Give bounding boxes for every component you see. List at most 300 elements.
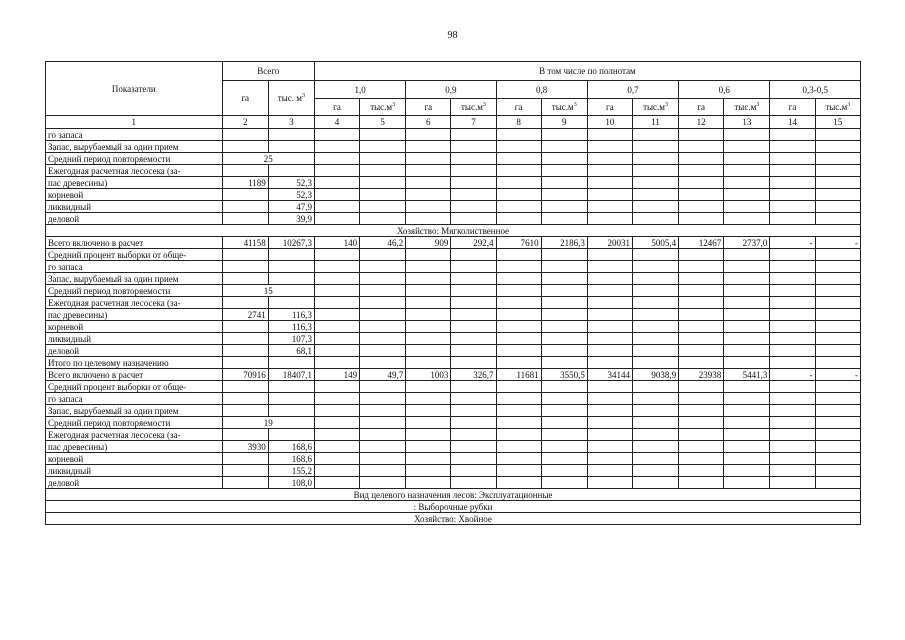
table-cell (222, 213, 268, 225)
table-cell (541, 345, 587, 357)
table-cell (632, 393, 678, 405)
table-cell (815, 441, 860, 453)
table-cell (724, 129, 770, 141)
table-cell (496, 441, 541, 453)
table-cell (632, 177, 678, 189)
table-cell (632, 345, 678, 357)
table-cell (314, 129, 359, 141)
table-cell (815, 381, 860, 393)
table-cell (222, 333, 268, 345)
table-cell (360, 453, 406, 465)
table-cell: 3930 (222, 441, 268, 453)
table-cell (451, 417, 496, 429)
row-label: Ежегодная расчетная лесосека (за- (46, 429, 223, 441)
table-cell (496, 477, 541, 489)
table-cell: 68,1 (268, 345, 314, 357)
table-cell (770, 297, 815, 309)
table-cell (496, 297, 541, 309)
table-cell (222, 381, 268, 393)
table-cell (770, 141, 815, 153)
table-cell (587, 201, 632, 213)
table-cell (587, 261, 632, 273)
unit-ha-header: га (496, 99, 541, 116)
table-cell (632, 333, 678, 345)
table-cell (815, 453, 860, 465)
table-cell (541, 177, 587, 189)
table-row (46, 153, 861, 165)
table-cell (406, 441, 451, 453)
table-cell (222, 189, 268, 201)
table-cell (724, 357, 770, 369)
section-row (46, 513, 861, 525)
table-row (46, 249, 861, 261)
table-cell (451, 141, 496, 153)
header-density-3: 0,8 (496, 81, 587, 99)
table-cell (815, 417, 860, 429)
table-cell (314, 297, 359, 309)
table-cell (268, 249, 314, 261)
unit-ha-header: га (770, 99, 815, 116)
table-cell: 18407,1 (268, 369, 314, 381)
table-cell (587, 357, 632, 369)
table-cell (222, 477, 268, 489)
table-cell (360, 165, 406, 177)
table-cell (587, 297, 632, 309)
table-row (46, 417, 861, 429)
table-cell (724, 465, 770, 477)
row-label: го запаса (46, 129, 223, 141)
table-cell (632, 381, 678, 393)
table-cell (770, 465, 815, 477)
table-row (46, 285, 861, 297)
table-cell (314, 141, 359, 153)
table-cell (222, 129, 268, 141)
column-number: 9 (541, 116, 587, 129)
table-cell (406, 345, 451, 357)
table-cell (541, 477, 587, 489)
table-cell: 909 (406, 237, 451, 249)
table-cell (770, 309, 815, 321)
table-cell (314, 357, 359, 369)
section-row (46, 489, 861, 501)
table-cell (724, 417, 770, 429)
table-cell: 1189 (222, 177, 268, 189)
table-cell (496, 453, 541, 465)
table-cell: 2737,0 (724, 237, 770, 249)
table-cell (679, 201, 724, 213)
table-cell: 116,3 (268, 309, 314, 321)
table-cell (406, 213, 451, 225)
column-number: 14 (770, 116, 815, 129)
table-cell (222, 165, 268, 177)
table-cell (314, 429, 359, 441)
header-total-m3: тыс. $м^3$ (268, 81, 314, 116)
repeat-period-value: 19 (222, 417, 314, 429)
column-number: 11 (632, 116, 678, 129)
table-cell (770, 417, 815, 429)
table-cell (451, 297, 496, 309)
table-cell: 292,4 (451, 237, 496, 249)
table-cell (815, 201, 860, 213)
table-cell (496, 465, 541, 477)
table-cell (451, 189, 496, 201)
table-cell (679, 189, 724, 201)
table-cell (724, 213, 770, 225)
table-cell (587, 249, 632, 261)
table-cell (770, 393, 815, 405)
table-cell: 5441,3 (724, 369, 770, 381)
table-cell (541, 129, 587, 141)
table-cell (451, 345, 496, 357)
table-cell: 155,2 (268, 465, 314, 477)
table-cell: 5005,4 (632, 237, 678, 249)
table-cell (587, 141, 632, 153)
row-label: го запаса (46, 393, 223, 405)
table-cell (541, 201, 587, 213)
table-cell (406, 321, 451, 333)
table-cell: 52,3 (268, 189, 314, 201)
section-row (46, 501, 861, 513)
table-cell (268, 381, 314, 393)
section-title: Хозяйство: Мягколиственное (46, 225, 861, 237)
table-cell (632, 285, 678, 297)
table-cell (541, 453, 587, 465)
table-row (46, 201, 861, 213)
table-cell (451, 465, 496, 477)
table-cell (724, 441, 770, 453)
section-title: Хозяйство: Хвойное (46, 513, 861, 525)
table-cell (451, 249, 496, 261)
repeat-period-value: 15 (222, 285, 314, 297)
table-cell (770, 177, 815, 189)
table-cell (360, 381, 406, 393)
table-cell (314, 393, 359, 405)
table-cell (770, 165, 815, 177)
table-cell (451, 381, 496, 393)
table-row (46, 345, 861, 357)
table-cell (770, 333, 815, 345)
table-cell (451, 261, 496, 273)
table-cell (314, 273, 359, 285)
table-cell (587, 345, 632, 357)
table-cell (360, 417, 406, 429)
unit-m3-header: $тыс.м^3$ (541, 99, 587, 116)
table-cell (451, 405, 496, 417)
table-cell (770, 273, 815, 285)
table-cell (360, 201, 406, 213)
table-cell (770, 249, 815, 261)
table-cell (679, 453, 724, 465)
table-row (46, 465, 861, 477)
table-row (46, 429, 861, 441)
table-cell: 326,7 (451, 369, 496, 381)
table-row (46, 381, 861, 393)
table-cell (451, 309, 496, 321)
table-cell (314, 441, 359, 453)
table-cell (724, 345, 770, 357)
table-row (46, 393, 861, 405)
table-cell (360, 357, 406, 369)
row-label: Запас, вырубаемый за один прием (46, 273, 223, 285)
table-cell (541, 189, 587, 201)
table-cell (360, 285, 406, 297)
row-label: Средний период повторяемости (46, 153, 223, 165)
column-number: 3 (268, 116, 314, 129)
table-cell (724, 165, 770, 177)
table-cell (496, 285, 541, 297)
table-cell (815, 465, 860, 477)
table-cell (815, 333, 860, 345)
table-cell (222, 345, 268, 357)
table-cell (406, 141, 451, 153)
column-number: 8 (496, 116, 541, 129)
table-cell (360, 321, 406, 333)
table-cell (679, 129, 724, 141)
table-cell (724, 285, 770, 297)
table-cell (451, 285, 496, 297)
unit-ha-header: га (679, 99, 724, 116)
table-cell (815, 297, 860, 309)
table-cell (587, 405, 632, 417)
table-cell (632, 297, 678, 309)
table-cell (451, 273, 496, 285)
table-cell: 108,0 (268, 477, 314, 489)
table-cell (406, 417, 451, 429)
table-header (46, 62, 861, 129)
table-cell (770, 453, 815, 465)
table-cell (679, 465, 724, 477)
table-cell (679, 429, 724, 441)
table-cell (222, 141, 268, 153)
table-cell (268, 141, 314, 153)
table-cell (770, 429, 815, 441)
table-cell: 49,7 (360, 369, 406, 381)
table-cell (724, 297, 770, 309)
table-cell (541, 249, 587, 261)
table-cell (724, 177, 770, 189)
table-cell (360, 429, 406, 441)
table-cell (724, 309, 770, 321)
header-indicators: Показатели (46, 62, 223, 116)
table-cell (406, 129, 451, 141)
table-row (46, 273, 861, 285)
table-cell (770, 129, 815, 141)
table-cell (222, 201, 268, 213)
table-cell (451, 429, 496, 441)
table-cell: 149 (314, 369, 359, 381)
table-cell (360, 441, 406, 453)
table-cell (724, 477, 770, 489)
header-density-4: 0,7 (587, 81, 678, 99)
row-label: ликвидный (46, 333, 223, 345)
table-cell (496, 249, 541, 261)
table-cell (541, 273, 587, 285)
table-cell (724, 429, 770, 441)
table-cell (360, 249, 406, 261)
unit-ha-header: га (587, 99, 632, 116)
table-cell (632, 165, 678, 177)
row-label: Ежегодная расчетная лесосека (за- (46, 297, 223, 309)
table-cell: 11681 (496, 369, 541, 381)
header-total: Всего (222, 62, 314, 81)
table-cell: - (815, 237, 860, 249)
header-density-2: 0,9 (406, 81, 496, 99)
table-cell (679, 321, 724, 333)
table-cell (496, 177, 541, 189)
table-cell (632, 465, 678, 477)
table-cell (406, 297, 451, 309)
row-label: пас древесины) (46, 309, 223, 321)
table-cell (314, 405, 359, 417)
table-cell (360, 297, 406, 309)
table-cell (406, 477, 451, 489)
table-cell (360, 465, 406, 477)
table-cell (815, 321, 860, 333)
table-cell (222, 297, 268, 309)
table-row (46, 141, 861, 153)
table-cell: 3550,5 (541, 369, 587, 381)
table-cell (587, 177, 632, 189)
table-cell (268, 129, 314, 141)
table-cell (314, 453, 359, 465)
row-label: пас древесины) (46, 441, 223, 453)
table-cell (587, 477, 632, 489)
table-cell (360, 273, 406, 285)
table-row (46, 333, 861, 345)
table-cell (314, 345, 359, 357)
column-number: 15 (815, 116, 860, 129)
table-row (46, 369, 861, 381)
table-cell (541, 297, 587, 309)
table-cell (587, 321, 632, 333)
table-cell (496, 393, 541, 405)
table-cell (451, 357, 496, 369)
table-cell (632, 429, 678, 441)
table-cell (268, 273, 314, 285)
table-cell (632, 357, 678, 369)
table-cell (496, 429, 541, 441)
table-cell (770, 357, 815, 369)
table-cell (724, 249, 770, 261)
table-cell (587, 453, 632, 465)
table-cell (314, 417, 359, 429)
table-cell (541, 381, 587, 393)
table-cell (496, 405, 541, 417)
table-cell (451, 441, 496, 453)
table-cell (451, 477, 496, 489)
table-cell (815, 285, 860, 297)
table-row (46, 321, 861, 333)
table-cell (406, 309, 451, 321)
table-cell (587, 333, 632, 345)
table-body (46, 129, 861, 525)
table-cell (360, 261, 406, 273)
table-cell (770, 153, 815, 165)
table-cell (541, 213, 587, 225)
table-cell (632, 213, 678, 225)
table-cell (314, 153, 359, 165)
table-cell (541, 357, 587, 369)
table-cell (632, 129, 678, 141)
table-cell: 46,2 (360, 237, 406, 249)
table-cell (632, 273, 678, 285)
table-cell (679, 273, 724, 285)
table-cell (770, 189, 815, 201)
header-density-5: 0,6 (679, 81, 770, 99)
table-cell: 2741 (222, 309, 268, 321)
table-cell (451, 165, 496, 177)
table-cell (587, 393, 632, 405)
table-cell (360, 393, 406, 405)
column-number: 10 (587, 116, 632, 129)
table-cell (770, 381, 815, 393)
table-cell (587, 381, 632, 393)
table-cell: 1003 (406, 369, 451, 381)
table-cell (815, 213, 860, 225)
page-number: 98 (447, 30, 458, 41)
table-cell (587, 213, 632, 225)
table-cell (496, 333, 541, 345)
table-cell (360, 129, 406, 141)
row-label: Запас, вырубаемый за один прием (46, 405, 223, 417)
table-cell (815, 405, 860, 417)
table-cell (314, 321, 359, 333)
table-cell (815, 261, 860, 273)
table-cell (360, 333, 406, 345)
table-cell (496, 321, 541, 333)
table-cell (724, 261, 770, 273)
table-cell (815, 129, 860, 141)
table-cell (451, 393, 496, 405)
table-cell (679, 177, 724, 189)
table-cell (770, 321, 815, 333)
table-cell (314, 177, 359, 189)
table-cell (451, 321, 496, 333)
section-title: : Выборочные рубки (46, 501, 861, 513)
table-cell (222, 249, 268, 261)
table-cell: 168,6 (268, 453, 314, 465)
table-cell (451, 153, 496, 165)
table-cell (496, 357, 541, 369)
table-cell: 20031 (587, 237, 632, 249)
table-cell (770, 201, 815, 213)
table-cell (541, 405, 587, 417)
table-cell (724, 273, 770, 285)
table-cell (314, 465, 359, 477)
table-cell (406, 261, 451, 273)
table-row (46, 237, 861, 249)
row-label: деловой (46, 213, 223, 225)
table-cell (541, 417, 587, 429)
table-cell (314, 381, 359, 393)
row-label: корневой (46, 321, 223, 333)
table-cell (632, 321, 678, 333)
table-cell (314, 285, 359, 297)
table-cell (360, 189, 406, 201)
table-row (46, 453, 861, 465)
table-cell (314, 477, 359, 489)
table-cell (770, 441, 815, 453)
table-cell (451, 129, 496, 141)
table-cell (679, 477, 724, 489)
table-cell (406, 201, 451, 213)
table-cell (679, 213, 724, 225)
table-cell (268, 393, 314, 405)
table-cell: 7610 (496, 237, 541, 249)
table-cell (724, 381, 770, 393)
table-cell (679, 249, 724, 261)
table-cell (496, 345, 541, 357)
